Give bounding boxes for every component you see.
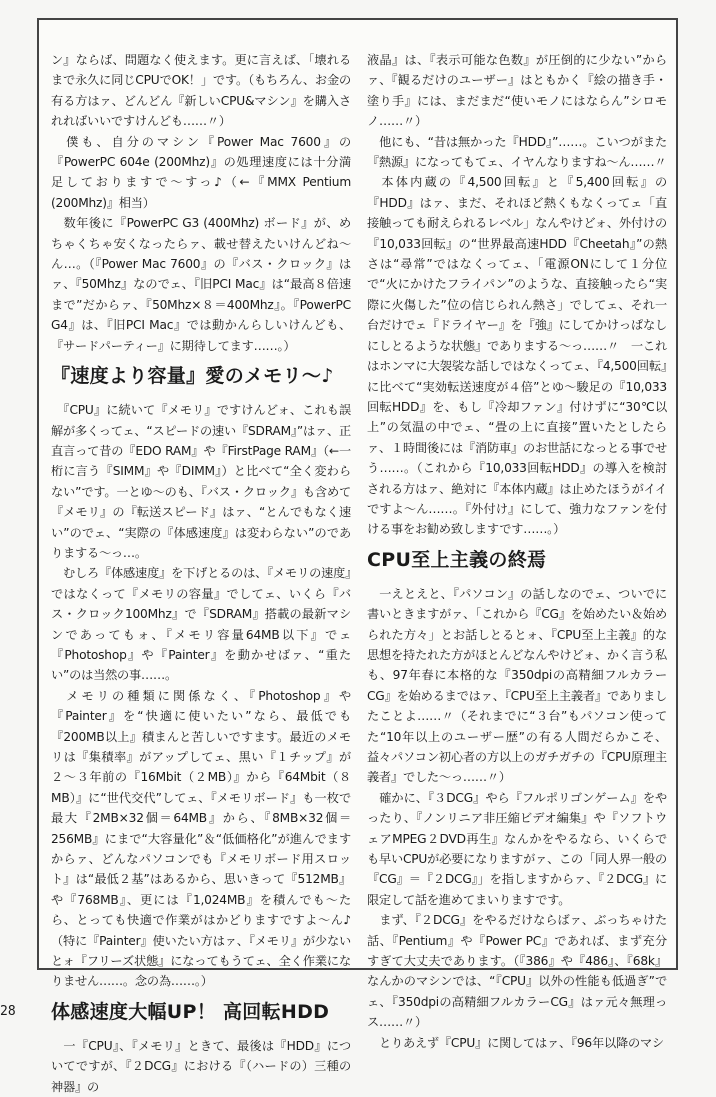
page-frame (37, 18, 678, 1094)
section-heading-hdd: 体感速度大幅UP！ 高回転HDD (51, 1000, 330, 1023)
paragraph: メモリの種類に関係なく、『Photoshop』や『Painter』を“快適に使いたい”なら、最低でも『200MB以上』積まんと苦しいですます。最近のメモリは『集積率』がアップしてェ、黒い『１チップ』が２〜３年前の『16Mbit（２MB）』から『64Mbit（８MB）』に“世代交代”してェ、『メモリボード』も一枚で最大『2MB×32個＝64MB』から、『8MB×32個＝256MB』にまで“大容量化”＆“低価格化”が進んでますからァ、どんなパソコンでも『メモリボード用スロット』は“最低２基”はあるから、思いきって『512MB』や『768MB』、更には『1,024MB』を積んでも〜たら、とっても快適で作業がはかどりますですよ〜ん♪（特に『Painter』使いたい方はァ、『メモリ』が少ないとォ『フリーズ状態』になってもうてェ、全く作業になりません……。念の為……。） (51, 688, 351, 989)
paragraph: 一『CPU』、『メモリ』ときて、最後は『HDD』についてですが、『２DCG』における『（ハードの）三種の神器』の (51, 1038, 351, 1094)
paragraph: 僕も、自分のマシン『Power Mac 7600』の『PowerPC 604e (200Mhz)』の処理速度には十分満足しておりますで〜すっ♪（←『MMX Pentium (200Mhz)』相当） (51, 134, 351, 210)
paragraph: とりあえず『CPU』に関してはァ、『96年以降のマシ (367, 1035, 664, 1050)
paragraph: 液晶』は、『表示可能な色数』が圧倒的に少ない”からァ、『観るだけのユーザー』はともかく『絵の描き手・塗り手』には、まだまだ“使いモノにはならん”シロモノ……〃） (367, 53, 667, 129)
paragraph: むしろ『体感速度』を下げとるのは、『メモリの速度』ではなくって『メモリの容量』でしてェ、いくら『バス・クロック100Mhz』で『SDRAM』搭載の最新マシンであってもォ、『メモリ容量64MB以下』でェ『Photoshop』や『Painter』を動かせばァ、“重たい”のは当然の事……。 (51, 566, 351, 683)
page-number: 28 (0, 1004, 16, 1019)
section-heading-memory: 『速度より容量』愛のメモリ〜♪ (51, 365, 334, 388)
paragraph: 本体内蔵の『4,500回転』と『5,400回転』の『HDD』はァ、まだ、それほど熱くもなくってェ「直接触っても耐えられるレベル」なんやけどォ、外付けの『10,033回転』の“世界最高速HDD『Cheetah』”の熱さは“尋常”ではなくってェ、「電源ONにして１分位で“火にかけたフライパン”のような、直接触ったら“実際に火傷した”位の信じられん熱さ」でしてェ、それ一台だけでェ『ドライヤー』を『強』にしてかけっぱなしにしとるような状態』でありまする〜っ……〃 一これはホンマに大袈裟な話しではなくってェ、『4,500回転』に比べて“実効転送速度が４倍”とゆ〜駿足の『10,033回転HDD』を、もし『冷却ファン』付けずに“30℃以上”の気温の中でェ、“畳の上に直接”置いたとしたらァ、１時間後には『消防車』のお世話になっとる事でせう……。（これから『10,033回転HDD』の導入を検討される方はァ、絶対に『本体内蔵』は止めたほうがイイですよ〜ん……。『外付け』にして、強力なファンを付ける事をお勧め致しますです……。） (367, 175, 667, 537)
left-column (51, 50, 351, 1097)
paragraph: まず、『２DCG』をやるだけならばァ、ぶっちゃけた話、『Pentium』や『Power PC』であれば、まず充分すぎて大丈夫であります。（『386』や『486』、『68k』なんかのマシンでは、“『CPU』以外の性能も低過ぎ”でェ、『350dpiの高精細フルカラーCG』はァ元々無理っス……〃） (367, 913, 667, 1030)
section-heading-cpu: CPU至上主義の終焉 (367, 548, 547, 571)
paragraph: ン』ならば、問題なく使えます。更に言えば、「壊れるまで永久に同じCPUでOK！」です。（もちろん、お金の有る方はァ、どんどん『新しいCPU&マシン』を購入されればいいですけんども……〃） (51, 53, 351, 129)
paragraph: 他にも、“昔は無かった『HDD』”……。こいつがまた『熱源』になってもてェ、イヤんなりますね〜ん……〃 (367, 134, 667, 170)
paragraph: 『CPU』に続いて『メモリ』ですけんどォ、これも誤解が多くってェ、“スピードの速い『SDRAM』”はァ、正直言って昔の『EDO RAM』や『FirstPage RAM』（←一桁に言う『SIMM』や『DIMM』）と比べて“全く変わらない”です。一とゆ〜のも、『バス・クロック』も含めて『メモリ』の『転送スピード』はァ、“とんでもなく速い”のでェ、“実際の『体感速度』は変わらない”のでありまする〜っ…。 (51, 403, 351, 560)
right-column (367, 50, 667, 1053)
paragraph: 確かに、『３DCG』やら『フルポリゴンゲーム』をやったり、『ノンリニア非圧縮ビデオ編集』や『ソフトウェアMPEG２DVD再生』なんかをやるなら、いくらでも早いCPUが必要になりますがァ、この「同人界一般の『CG』＝『２DCG』」を指しますからァ、『２DCG』に限定して話を進めてまいりますです。 (367, 790, 667, 907)
paragraph: 一えとえと、『パソコン』の話しなのでェ、ついでに書いときますがァ、「これから『CG』を始めたい＆始められた方々」とお話しとるとォ、『CPU至上主義』的な思想を持たれた方がほとんどなんやけどォ、かく言う私も、97年春に本格的な『350dpiの高精細フルカラーCG』を始めるまではァ、『CPU至上主義者』でありましたことよ……〃（それまでに“３台”もパソコン使ってた“10年以上のユーザー歴”の有る人間だらかこそ、益々パソコン初心者の方以上のガチガチの『CPU原理主義者』でした〜っ……〃） (367, 586, 667, 785)
paragraph: 数年後に『PowerPC G3 (400Mhz) ボード』が、めちゃくちゃ安くなったらァ、載せ替えたいけんどね〜ん…。（『Power Mac 7600』の『バス・クロック』はァ、『50Mhz』なのでェ、『旧PCI Mac』は“最高８倍速まで”だからァ、『50Mhz×８＝400Mhz』。『PowerPC G4』は、『旧PCI Mac』では動かんらしいけんども、『サードパーティー』に期待してます……。） (51, 216, 351, 353)
